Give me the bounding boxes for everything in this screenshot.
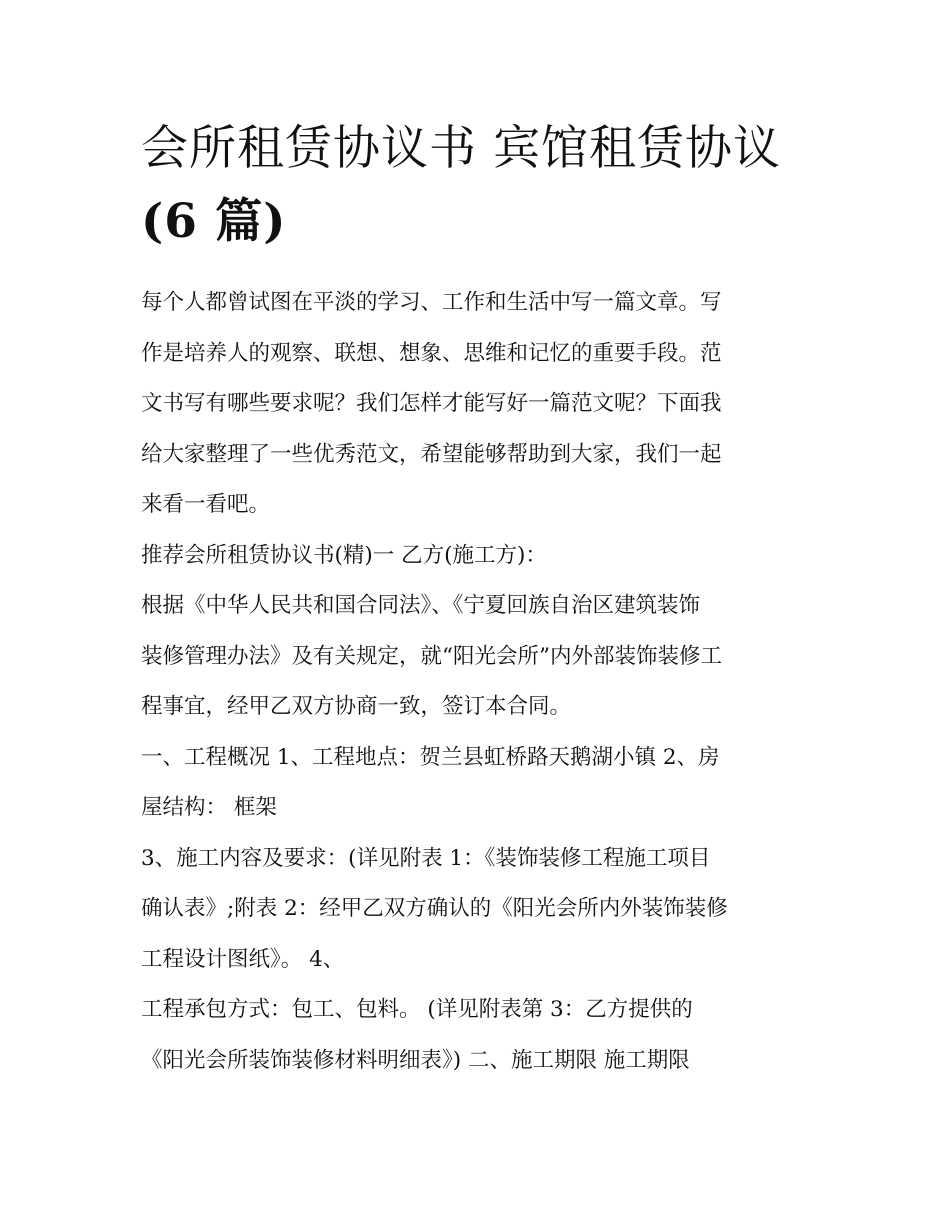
body-line: 根据《中华人民共和国合同法》、《宁夏回族自治区建筑装饰 [141,593,701,618]
body-line: 3、施工内容及要求：(详见附表 1：《装饰装修工程施工项目 [141,845,711,871]
body-line: 给大家整理了一些优秀范文，希望能够帮助到大家，我们一起 [141,441,722,467]
body-line: 每个人都曾试图在平淡的学习、工作和生活中写一篇文章。写 [141,290,722,315]
body-line: 工程设计图纸》。 4、 [141,946,345,972]
body-line: 确认表》;附表 2：经甲乙双方确认的《阳光会所内外装饰装修 [141,896,728,921]
title-line-2: (6 篇) [141,194,287,249]
body-line: 屋结构： 框架 [141,795,277,820]
body-line: 推荐会所租赁协议书(精)一 乙方(施工方)： [141,542,547,568]
body-line: 作是培养人的观察、联想、想象、思维和记忆的重要手段。范 [141,340,722,366]
body-line: 工程承包方式：包工、包料。 (详见附表第 3：乙方提供的 [141,997,693,1022]
title-line-1: 会所租赁协议书 宾馆租赁协议 [141,121,781,176]
body-line: 装修管理办法》及有关规定，就“阳光会所”内外部装饰装修工 [141,643,722,669]
body-line: 一、工程概况 1、工程地点：贺兰县虹桥路天鹅湖小镇 2、房 [141,744,720,770]
body-line: 来看一看吧。 [141,492,271,517]
document-body [141,278,831,1086]
body-line: 程事宜，经甲乙双方协商一致，签订本合同。 [141,694,572,719]
body-line: 《阳光会所装饰装修材料明细表》) 二、施工期限 施工期限 [141,1047,690,1073]
document-title [141,112,821,258]
body-line: 文书写有哪些要求呢？我们怎样才能写好一篇范文呢？下面我 [141,391,722,416]
